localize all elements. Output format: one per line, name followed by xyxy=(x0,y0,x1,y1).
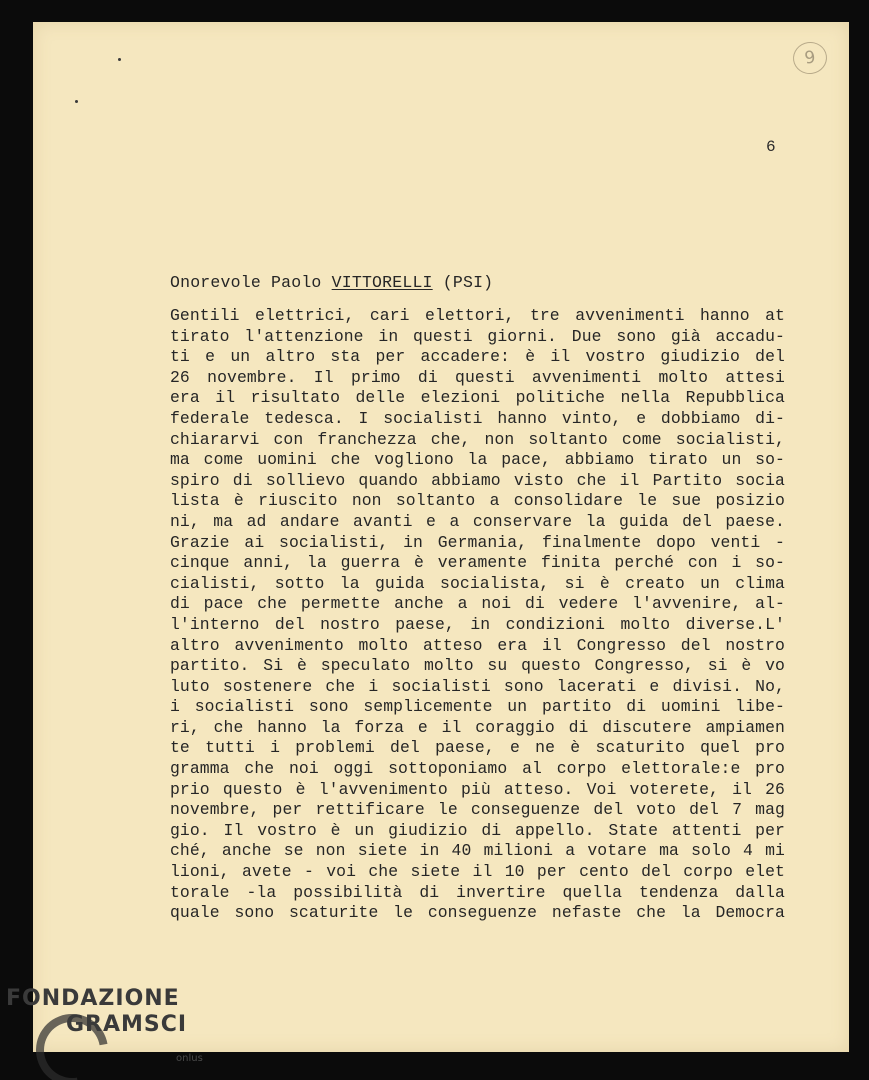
text-line: ma come uomini che vogliono la pace, abbiamo tirato un so- xyxy=(170,450,785,470)
text-line: cinque anni, la guerra è veramente finita perché con i so- xyxy=(170,553,785,573)
text-line: Gentili elettrici, cari elettori, tre avvenimenti hanno at xyxy=(170,306,785,325)
watermark-line2: GRAMSCI xyxy=(66,1012,188,1037)
speck-mark xyxy=(75,100,78,103)
text-line: i socialisti sono semplicemente un partito di uomini libe- xyxy=(170,697,785,717)
text-line: partito. Si è speculato molto su questo Congresso, si è vo xyxy=(170,656,785,676)
speaker-prefix: Onorevole Paolo xyxy=(170,273,332,292)
text-line: prio questo è l'avvenimento più atteso. Voi voterete, il 26 xyxy=(170,779,785,799)
speaker-name: VITTORELLI xyxy=(331,273,433,292)
text-line: spiro di sollievo quando abbiamo visto che il Partito socia xyxy=(170,470,785,490)
text-line: ri, che hanno la forza e il coraggio di discutere ampiamen xyxy=(170,717,785,737)
text-line: torale -la possibilità di invertire quella tendenza dalla xyxy=(170,882,785,902)
speaker-party: (PSI) xyxy=(432,273,494,292)
text-line: ti e un altro sta per accadere: è il vostro giudizio del xyxy=(170,347,785,367)
text-line: di pace che permette anche a noi di vedere l'avvenire, al- xyxy=(170,594,785,614)
text-line: cialisti, sotto la guida socialista, si è creato un clima xyxy=(170,573,785,593)
text-line: luto sostenere che i socialisti sono lacerati e divisi. No, xyxy=(170,676,785,696)
text-line: 26 novembre. Il primo di questi avvenimenti molto attesi xyxy=(170,367,785,387)
speck-mark xyxy=(118,58,121,61)
text-line: quale sono scaturite le conseguenze nefaste che la Democra xyxy=(170,903,785,923)
watermark-line1: FONDAZIONE xyxy=(6,986,180,1011)
text-line: novembre, per rettificare le conseguenze del voto del 7 mag xyxy=(170,800,785,820)
archive-page-mark: 9 xyxy=(791,40,829,76)
speech-text xyxy=(170,306,785,924)
text-line: l'interno del nostro paese, in condizioni molto diverse.L' xyxy=(170,614,785,634)
text-line: chiararvi con franchezza che, non soltanto come socialisti, xyxy=(170,429,785,449)
text-line: tirato l'attenzione in questi giorni. Due sono già accadu- xyxy=(170,326,785,346)
text-line: ché, anche se non siete in 40 milioni a votare ma solo 4 mi xyxy=(170,841,785,861)
text-line: gio. Il vostro è un giudizio di appello. State attenti per xyxy=(170,820,785,840)
text-line: era il risultato delle elezioni politiche nella Repubblica xyxy=(170,388,785,408)
watermark xyxy=(6,986,203,1064)
speaker-heading xyxy=(170,273,493,292)
text-line: te tutti i problemi del paese, e ne è scaturito quel pro xyxy=(170,738,785,758)
text-line: Grazie ai socialisti, in Germania, finalmente dopo venti - xyxy=(170,532,785,552)
text-line: lista è riuscito non soltanto a consolidare le sue posizio xyxy=(170,491,785,511)
text-line: lioni, avete - voi che siete il 10 per cento del corpo elet xyxy=(170,862,785,882)
text-line: ni, ma ad andare avanti e a conservare la guida del paese. xyxy=(170,511,785,531)
text-line: federale tedesca. I socialisti hanno vinto, e dobbiamo di- xyxy=(170,408,785,428)
text-line: gramma che noi oggi sottoponiamo al corpo elettorale:e pro xyxy=(170,759,785,779)
watermark-line3: onlus xyxy=(176,1053,203,1064)
page-number: 6 xyxy=(766,138,776,156)
text-line: altro avvenimento molto atteso era il Congresso del nostro xyxy=(170,635,785,655)
